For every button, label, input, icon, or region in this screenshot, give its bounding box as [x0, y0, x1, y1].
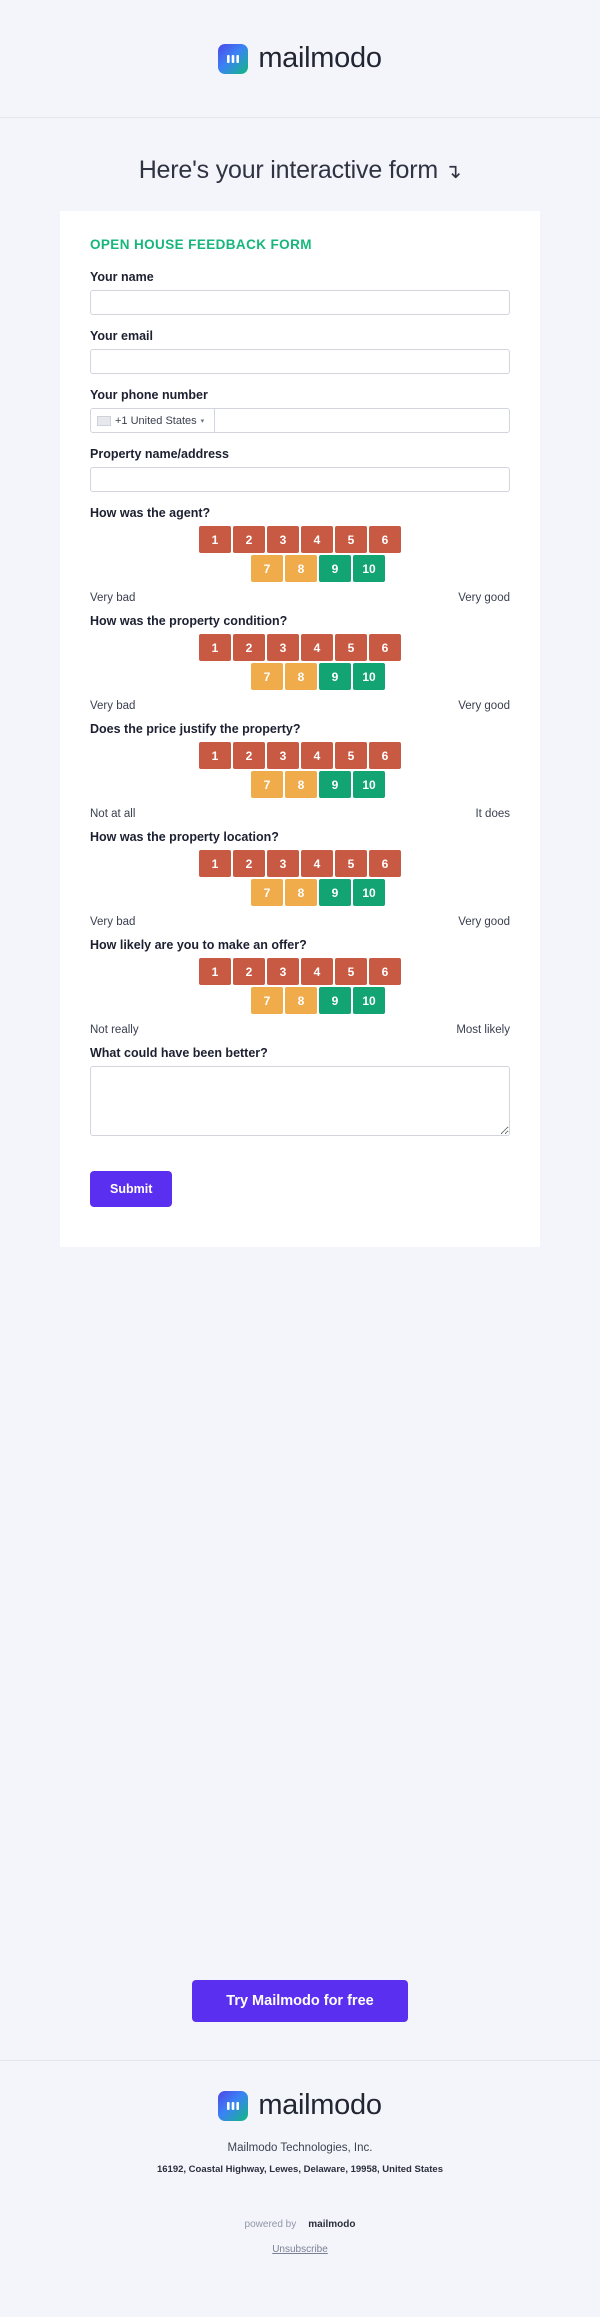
rating-option[interactable]: 1: [199, 526, 231, 553]
rating-row-top: [199, 850, 401, 877]
cta-section: [0, 1980, 600, 2022]
rating-option[interactable]: 6: [369, 958, 401, 985]
rating-option[interactable]: 4: [301, 526, 333, 553]
name-input[interactable]: [90, 290, 510, 315]
legend-right: Very good: [458, 700, 510, 712]
rating-option[interactable]: 7: [251, 987, 283, 1014]
brand-logo: [218, 42, 381, 75]
rating-option[interactable]: 7: [251, 663, 283, 690]
rating-option[interactable]: 3: [267, 634, 299, 661]
label-rating-agent: How was the agent?: [90, 506, 211, 520]
comment-textarea[interactable]: [90, 1066, 510, 1136]
label-your-name: Your name: [90, 270, 154, 284]
rating-option[interactable]: 5: [335, 850, 367, 877]
rating-option[interactable]: 8: [285, 555, 317, 582]
phone-number-input[interactable]: [215, 408, 510, 433]
rating-option[interactable]: 1: [199, 958, 231, 985]
rating-legend: [90, 916, 510, 928]
rating-row-top: [199, 526, 401, 553]
rating-option[interactable]: 7: [251, 879, 283, 906]
legend-right: Very good: [458, 592, 510, 604]
mailmodo-logo-icon: [218, 2091, 248, 2121]
rating-option[interactable]: 7: [251, 555, 283, 582]
rating-option[interactable]: 10: [353, 879, 385, 906]
label-rating-price: Does the price justify the property?: [90, 722, 301, 736]
rating-option[interactable]: 8: [285, 771, 317, 798]
property-input[interactable]: [90, 467, 510, 492]
rating-option[interactable]: 4: [301, 634, 333, 661]
rating-option[interactable]: 3: [267, 958, 299, 985]
rating-option[interactable]: 2: [233, 526, 265, 553]
rating-option[interactable]: 5: [335, 742, 367, 769]
rating-option[interactable]: 9: [319, 987, 351, 1014]
rating-option[interactable]: 10: [353, 987, 385, 1014]
legend-left: Not at all: [90, 808, 136, 820]
email-footer: [0, 2060, 600, 2257]
email-header: [0, 0, 600, 118]
rating-legend: [90, 808, 510, 820]
country-code-value: +1 United States: [115, 414, 197, 427]
rating-option[interactable]: 4: [301, 958, 333, 985]
brand-name: mailmodo: [258, 42, 382, 74]
rating-row-bottom: [251, 987, 385, 1014]
powered-by: [0, 2219, 600, 2230]
rating-legend: [90, 1024, 510, 1036]
label-your-phone: Your phone number: [90, 388, 208, 402]
us-flag-icon: [97, 416, 111, 426]
rating-option[interactable]: 2: [233, 634, 265, 661]
rating-option[interactable]: 1: [199, 634, 231, 661]
rating-option[interactable]: 8: [285, 879, 317, 906]
rating-option[interactable]: 8: [285, 663, 317, 690]
footer-company: Mailmodo Technologies, Inc.: [227, 2142, 373, 2154]
feedback-form-card: [60, 211, 540, 1247]
legend-left: Very bad: [90, 700, 136, 712]
rating-row-bottom: [251, 555, 385, 582]
rating-row-bottom: [251, 663, 385, 690]
rating-option[interactable]: 8: [285, 987, 317, 1014]
rating-row-top: [199, 742, 401, 769]
label-rating-location: How was the property location?: [90, 830, 279, 844]
form-heading: OPEN HOUSE FEEDBACK FORM: [90, 237, 312, 252]
rating-option[interactable]: 5: [335, 958, 367, 985]
page-title-text: Here's your interactive form: [138, 156, 438, 184]
rating-option[interactable]: 1: [199, 850, 231, 877]
try-mailmodo-button[interactable]: Try Mailmodo for free: [192, 1980, 407, 2022]
legend-left: Very bad: [90, 916, 136, 928]
rating-option[interactable]: 10: [353, 771, 385, 798]
rating-option[interactable]: 3: [267, 850, 299, 877]
rating-row-bottom: [251, 771, 385, 798]
label-property-name: Property name/address: [90, 447, 229, 461]
legend-right: It does: [475, 808, 510, 820]
rating-option[interactable]: 10: [353, 663, 385, 690]
rating-legend: [90, 592, 510, 604]
rating-option[interactable]: 9: [319, 663, 351, 690]
rating-offer: [90, 958, 510, 1036]
legend-right: Most likely: [456, 1024, 510, 1036]
rating-condition: [90, 634, 510, 712]
rating-option[interactable]: 6: [369, 850, 401, 877]
rating-option[interactable]: 6: [369, 634, 401, 661]
rating-location: [90, 850, 510, 928]
rating-option[interactable]: 6: [369, 742, 401, 769]
phone-field-row: [90, 408, 510, 433]
rating-option[interactable]: 2: [233, 850, 265, 877]
page-title: [0, 118, 600, 211]
rating-option[interactable]: 6: [369, 526, 401, 553]
rating-option[interactable]: 9: [319, 555, 351, 582]
rating-row-bottom: [251, 879, 385, 906]
footer-brand-name: mailmodo: [258, 2089, 382, 2121]
rating-option[interactable]: 2: [233, 742, 265, 769]
rating-price: [90, 742, 510, 820]
legend-left: Very bad: [90, 592, 136, 604]
unsubscribe-link[interactable]: Unsubscribe: [272, 2244, 328, 2255]
chevron-down-icon: ▾: [200, 417, 205, 425]
rating-legend: [90, 700, 510, 712]
rating-option[interactable]: 7: [251, 771, 283, 798]
legend-left: Not really: [90, 1024, 139, 1036]
country-code-select[interactable]: [90, 408, 215, 433]
rating-option[interactable]: 3: [267, 526, 299, 553]
down-arrow-icon: ↴: [444, 161, 462, 183]
label-rating-condition: How was the property condition?: [90, 614, 288, 628]
powered-by-brand: mailmodo: [308, 2219, 356, 2230]
rating-option[interactable]: 4: [301, 742, 333, 769]
mailmodo-logo-icon: [218, 44, 248, 74]
footer-brand-logo: [0, 2089, 600, 2122]
rating-option[interactable]: 10: [353, 555, 385, 582]
rating-option[interactable]: 1: [199, 742, 231, 769]
rating-option[interactable]: 4: [301, 850, 333, 877]
rating-option[interactable]: 5: [335, 526, 367, 553]
footer-address: 16192, Coastal Highway, Lewes, Delaware, 19958, United States: [156, 2164, 443, 2175]
label-your-email: Your email: [90, 329, 153, 343]
rating-option[interactable]: 9: [319, 879, 351, 906]
email-input[interactable]: [90, 349, 510, 374]
rating-option[interactable]: 5: [335, 634, 367, 661]
rating-option[interactable]: 9: [319, 771, 351, 798]
rating-option[interactable]: 3: [267, 742, 299, 769]
rating-row-top: [199, 634, 401, 661]
legend-right: Very good: [458, 916, 510, 928]
rating-option[interactable]: 2: [233, 958, 265, 985]
submit-button[interactable]: Submit: [90, 1171, 172, 1207]
powered-by-label: powered by: [244, 2219, 297, 2230]
label-comment: What could have been better?: [90, 1046, 268, 1060]
label-rating-offer: How likely are you to make an offer?: [90, 938, 307, 952]
rating-row-top: [199, 958, 401, 985]
rating-agent: [90, 526, 510, 604]
